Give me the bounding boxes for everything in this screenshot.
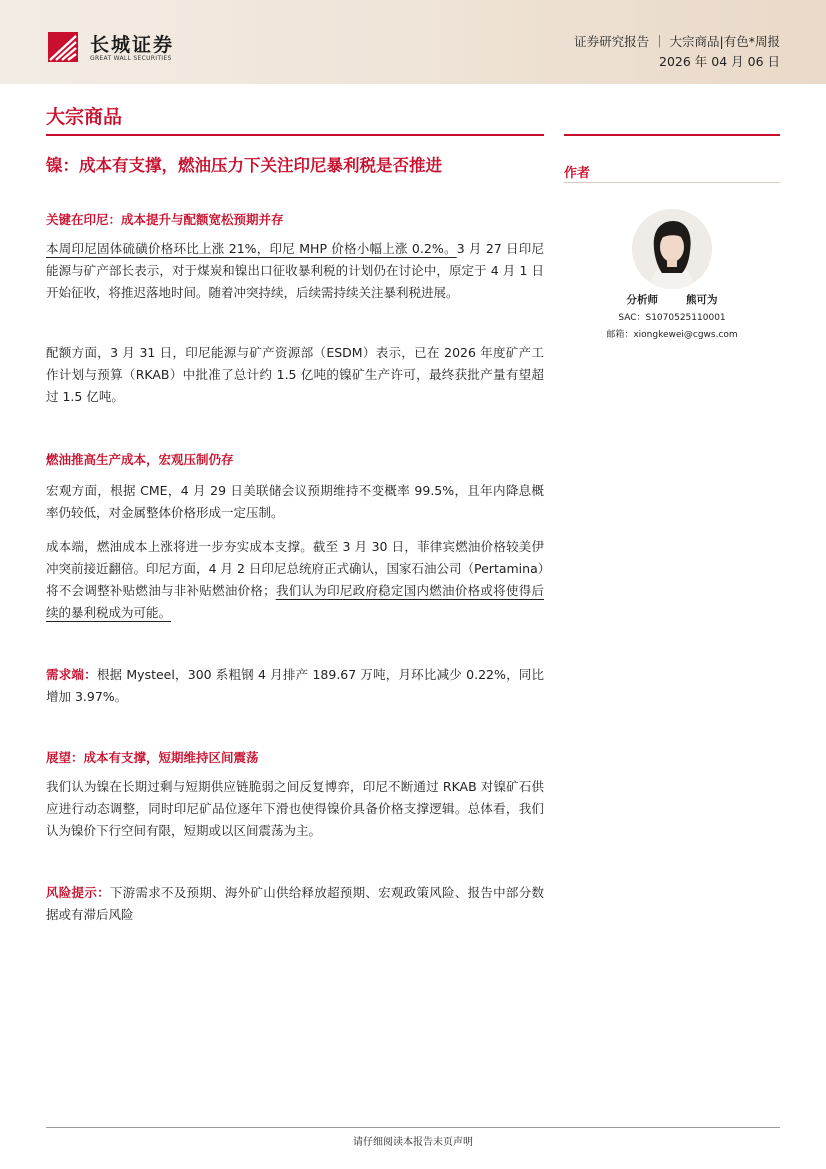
logo-name-en: GREAT WALL SECURITIES bbox=[90, 55, 172, 62]
analyst-name: 熊可为 bbox=[686, 294, 718, 306]
company-logo bbox=[46, 28, 196, 68]
fuel-cost-text: 成本端，燃油成本上涨将进一步夯实成本支撑。截至 3 月 30 日，菲律宾燃油价格较美伊冲突前接近翻倍。印尼方面，4 月 2 日印尼总统府正式确认，国家石油公司（Pertamina）将不会调整补贴燃油与非补贴燃油价格； bbox=[46, 539, 544, 598]
logo-mark-icon bbox=[46, 28, 84, 66]
paragraph-outlook: 我们认为镍在长期过剩与短期供应链脆弱之间反复博弈，印尼不断通过 RKAB 对镍矿石供应进行动态调整，同时印尼矿品位逐年下滑也使得镍价具备价格支撑逻辑。总体看，我们认为镍价下行空间有限，短期或以区间震荡为主。 bbox=[46, 779, 544, 838]
paragraph-risk bbox=[46, 882, 544, 926]
paragraph-macro: 宏观方面，根据 CME，4 月 29 日美联储会议预期维持不变概率 99.5%，且年内降息概率仍较低，对金属整体价格形成一定压制。 bbox=[46, 483, 544, 520]
paragraph-quota: 配额方面，3 月 31 日，印尼能源与矿产资源部（ESDM）表示，已在 2026 年度矿产工作计划与预算（RKAB）中批准了总计约 1.5 亿吨的镍矿生产许可，最终获批产量有望超过 1.5 亿吨。 bbox=[46, 345, 544, 404]
paragraph-demand bbox=[46, 664, 544, 708]
paragraph-indonesia-cost bbox=[46, 238, 544, 304]
footer-disclaimer: 请仔细阅读本报告末页声明 bbox=[353, 1137, 473, 1148]
demand-label: 需求端： bbox=[46, 667, 97, 682]
report-title: 镍：成本有支撑，燃油压力下关注印尼暴利税是否推进 bbox=[46, 156, 442, 175]
analyst-avatar bbox=[632, 209, 712, 289]
logo-name-cn: 长城证券 bbox=[90, 34, 175, 56]
footer-divider bbox=[46, 1127, 780, 1128]
risk-text: 下游需求不及预期、海外矿山供给释放超预期、宏观政策风险、报告中部分数据或有滞后风险 bbox=[46, 885, 544, 922]
windfall-tax-text: 3 月 27 日印尼能源与矿产部长表示，对于煤炭和镍出口征收暴利税的计划仍在讨论中，原定于 4 月 1 日开始征收，将推迟落地时间。随着冲突持续，后续需持续关注暴利税进展。 bbox=[46, 241, 544, 300]
heading-fuel-macro: 燃油推高生产成本，宏观压制仍存 bbox=[46, 452, 234, 467]
analyst-line bbox=[564, 292, 780, 307]
author-heading: 作者 bbox=[564, 166, 591, 181]
title-divider bbox=[46, 134, 544, 136]
analyst-email[interactable]: 邮箱：xiongkewei@cgws.com bbox=[606, 330, 738, 340]
report-date: 2026 年 04 月 06 日 bbox=[659, 54, 780, 69]
heading-indonesia: 关键在印尼：成本提升与配额宽松预期并存 bbox=[46, 212, 284, 227]
underlined-price-sentence: 本周印尼固体硫磺价格环比上涨 21%，印尼 MHP 价格小幅上涨 0.2%。 bbox=[46, 241, 457, 256]
analyst-portrait-icon bbox=[632, 209, 712, 289]
author-divider bbox=[564, 182, 780, 183]
demand-text: 根据 Mysteel，300 系粗钢 4 月排产 189.67 万吨，月环比减少 0.22%，同比增加 3.97%。 bbox=[46, 667, 544, 704]
heading-outlook: 展望：成本有支撑，短期维持区间震荡 bbox=[46, 750, 259, 765]
header-meta bbox=[574, 32, 780, 72]
analyst-role: 分析师 bbox=[626, 294, 658, 306]
section-title: 大宗商品 bbox=[46, 106, 123, 128]
sidebar-divider bbox=[564, 134, 780, 136]
analyst-sac: SAC：S1070525110001 bbox=[618, 313, 726, 323]
risk-label: 风险提示： bbox=[46, 885, 110, 900]
underlined-view-sentence: 我们认为印尼政府稳定国内燃油价格或将使得后续的暴利税成为可能。 bbox=[46, 583, 544, 620]
report-type: 证券研究报告 ｜ 大宗商品|有色*周报 bbox=[574, 34, 780, 49]
paragraph-cost-side bbox=[46, 536, 544, 624]
